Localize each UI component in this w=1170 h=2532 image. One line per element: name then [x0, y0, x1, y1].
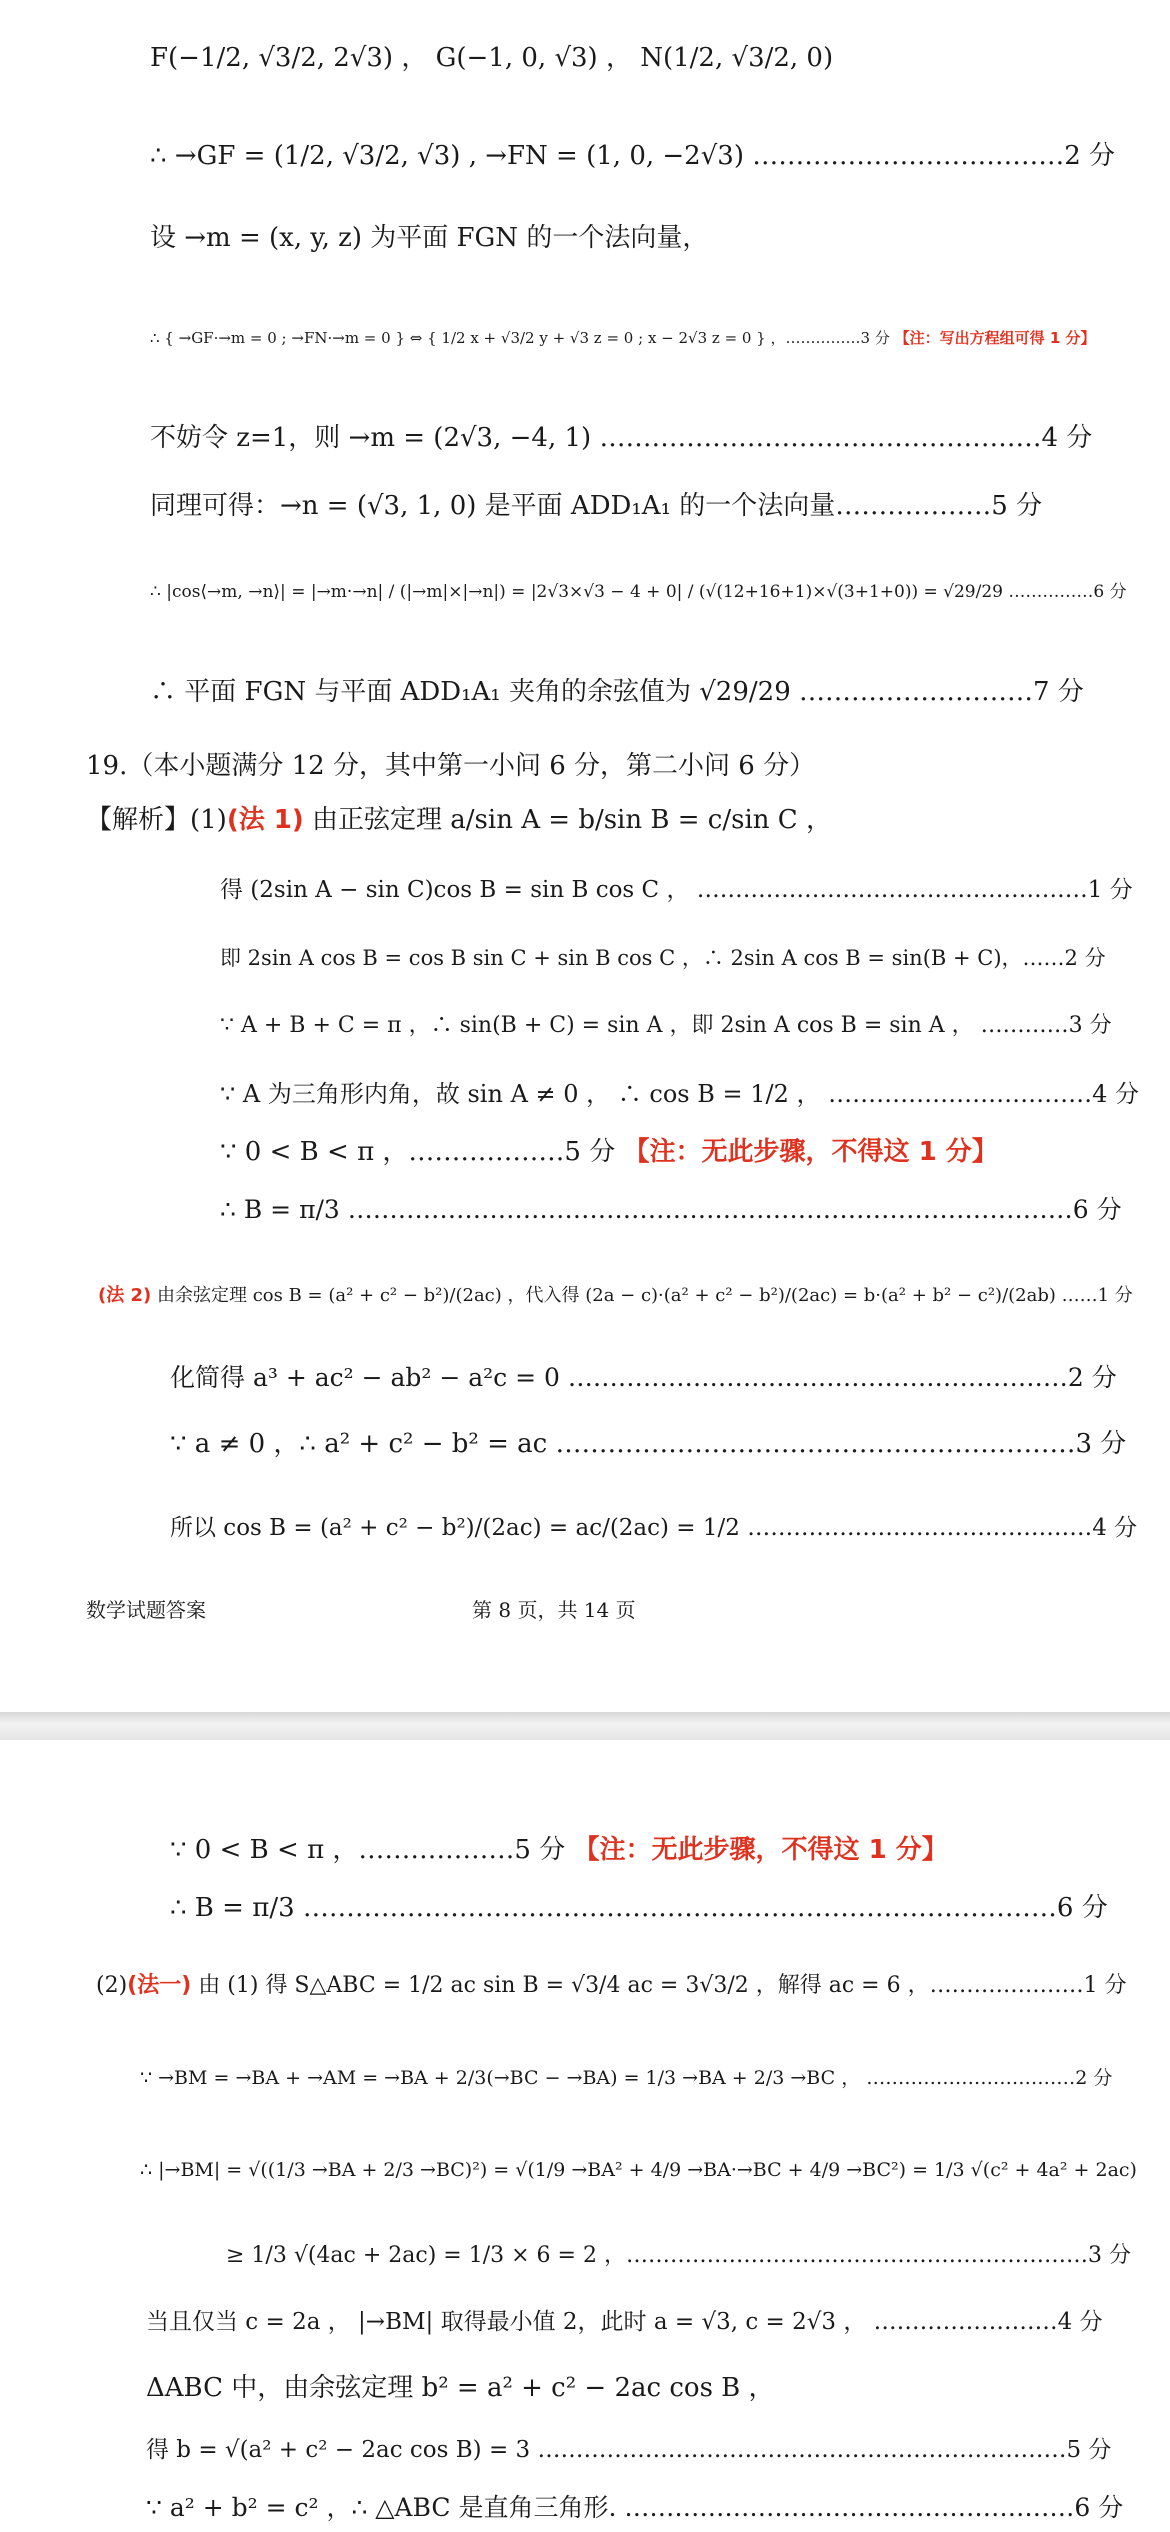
solution-method-1-line: [86, 800, 832, 840]
cosine-rule-text: 由余弦定理 cos B = (a² + c² − b²)/(2ac) ，代入得 (2a − c)·(a² + c² − b²)/(2ac) = b·(a² + b² − c²)/(2ab) ……1 分: [151, 1285, 1133, 1306]
vector-n-line: 同理可得：→n = (√3, 1, 0) 是平面 ADD₁A₁ 的一个法向量………………5 分: [150, 491, 1043, 521]
cosine-computation-line: ∴ |cos⟨→m, →n⟩| = |→m·→n| / (|→m|×|→n|) = |2√3×√3 − 4 + 0| / (√(12+16+1)×√(3+1+0)) = √29/29 ……………6 分: [150, 582, 1127, 602]
step-5-line: [220, 1132, 998, 1172]
cosine-result-line: ∴ 平面 FGN 与平面 ADD₁A₁ 夹角的余弦值为 √29/29 ………………………7 分: [150, 677, 1084, 707]
equation-system-line: [150, 318, 1096, 358]
method-2-line: [98, 1276, 1133, 1316]
area-formula-text: 由 (1) 得 S△ABC = 1/2 ac sin B = √3/4 ac = 3√3/2 ，解得 ac = 6 ，…………………1 分: [191, 1973, 1127, 1998]
step-1-line: 得 (2sin A − sin C)cos B = sin B cos C ， ……………………………………………1 分: [220, 877, 1133, 903]
cosine-rule-line: ΔABC 中，由余弦定理 b² = a² + c² − 2ac cos B ，: [146, 2373, 775, 2403]
method-1-label: (法 1): [226, 805, 304, 835]
step-6-line: ∴ B = π/3 ……………………………………………………………………………6 分: [220, 1195, 1122, 1224]
vector-bm-line: ∵ →BM = →BA + →AM = →BA + 2/3(→BC − →BA) = 1/3 →BA + 2/3 →BC ， ……………………………2 分: [140, 2067, 1113, 2089]
b-value-line: 得 b = √(a² + c² − 2ac cos B) = 3 ……………………………………………………………5 分: [146, 2437, 1112, 2463]
method-2-step-3: ∵ a ≠ 0 ，∴ a² + c² − b² = ac ……………………………………………………3 分: [170, 1429, 1127, 1459]
minimum-condition-line: 当且仅当 c = 2a ， |→BM| 取得最小值 2，此时 a = √3, c = 2√3 ， ……………………4 分: [146, 2309, 1103, 2335]
scoring-note: 【注：写出方程组可得 1 分】: [894, 329, 1096, 347]
right-triangle-line: ∵ a² + b² = c² ，∴ △ABC 是直角三角形. ………………………………………………6 分: [146, 2493, 1124, 2522]
equation-system-text: ∴ { →GF·→m = 0 ; →FN·→m = 0 } ⇔ { 1/2 x + √3/2 y + √3 z = 0 ; x − 2√3 z = 0 } ，……………3 分: [150, 329, 890, 347]
method-2-step-4: 所以 cos B = (a² + c² − b²)/(2ac) = ac/(2ac) = 1/2 ………………………………………4 分: [170, 1515, 1138, 1541]
part-2-method-1-line: [96, 1966, 1127, 2006]
bm-magnitude-line: ∴ |→BM| = √((1/3 →BA + 2/3 →BC)²) = √(1/9 →BA² + 4/9 →BA·→BC + 4/9 →BC²) = 1/3 √(c² + 4a² + 2ac): [140, 2159, 1137, 2181]
p2-step-5-note: 【注：无此步骤，不得这 1 分】: [573, 1835, 948, 1865]
step-3-line: ∵ A + B + C = π ，∴ sin(B + C) = sin A ，即 2sin A cos B = sin A ， …………3 分: [220, 1013, 1112, 1038]
part-2-method-label: (法一): [127, 1973, 192, 1998]
footer-title: 数学试题答案: [86, 1598, 206, 1622]
page-separator: [0, 1712, 1170, 1740]
part-2-label: (2): [96, 1973, 128, 1998]
vector-m-line: 不妨令 z=1，则 →m = (2√3, −4, 1) ……………………………………………4 分: [150, 423, 1093, 453]
inequality-line: ≥ 1/3 √(4ac + 2ac) = 1/3 × 6 = 2 ，………………………………………………………3 分: [226, 2243, 1131, 2268]
normal-vector-setup: 设 →m = (x, y, z) 为平面 FGN 的一个法向量，: [150, 223, 709, 253]
p2-step-5-text: ∵ 0 < B < π ，………………5 分: [170, 1835, 566, 1865]
p2-step-6-line: ∴ B = π/3 ……………………………………………………………………………6 分: [170, 1893, 1108, 1923]
step-5-text: ∵ 0 < B < π ，………………5 分: [220, 1137, 616, 1167]
step-4-line: ∵ A 为三角形内角，故 sin A ≠ 0 ， ∴ cos B = 1/2 ， ……………………………4 分: [220, 1080, 1140, 1108]
step-2-line: 即 2sin A cos B = cos B sin C + sin B cos C ，∴ 2sin A cos B = sin(B + C)，……2 分: [220, 946, 1106, 970]
method-2-label: (法 2): [98, 1285, 152, 1306]
step-5-note: 【注：无此步骤，不得这 1 分】: [623, 1137, 998, 1167]
question-19-heading: 19.（本小题满分 12 分，其中第一小问 6 分，第二小问 6 分）: [86, 751, 816, 781]
p2-step-5-line: [170, 1830, 948, 1870]
method-2-step-2: 化简得 a³ + ac² − ab² − a²c = 0 ……………………………………………………2 分: [170, 1363, 1117, 1392]
answer-page-9: [0, 1740, 1170, 2532]
solution-label: 【解析】(1): [86, 805, 227, 835]
sine-rule-text: 由正弦定理 a/sin A = b/sin B = c/sin C ，: [303, 805, 832, 835]
coordinates-line: F(−1/2, √3/2, 2√3) ， G(−1, 0, √3) ， N(1/2, √3/2, 0): [150, 43, 834, 73]
vector-gf-fn-line: ∴ →GF = (1/2, √3/2, √3) , →FN = (1, 0, −2√3) ………………………………2 分: [150, 141, 1116, 171]
footer-page-number: 第 8 页，共 14 页: [472, 1598, 636, 1622]
